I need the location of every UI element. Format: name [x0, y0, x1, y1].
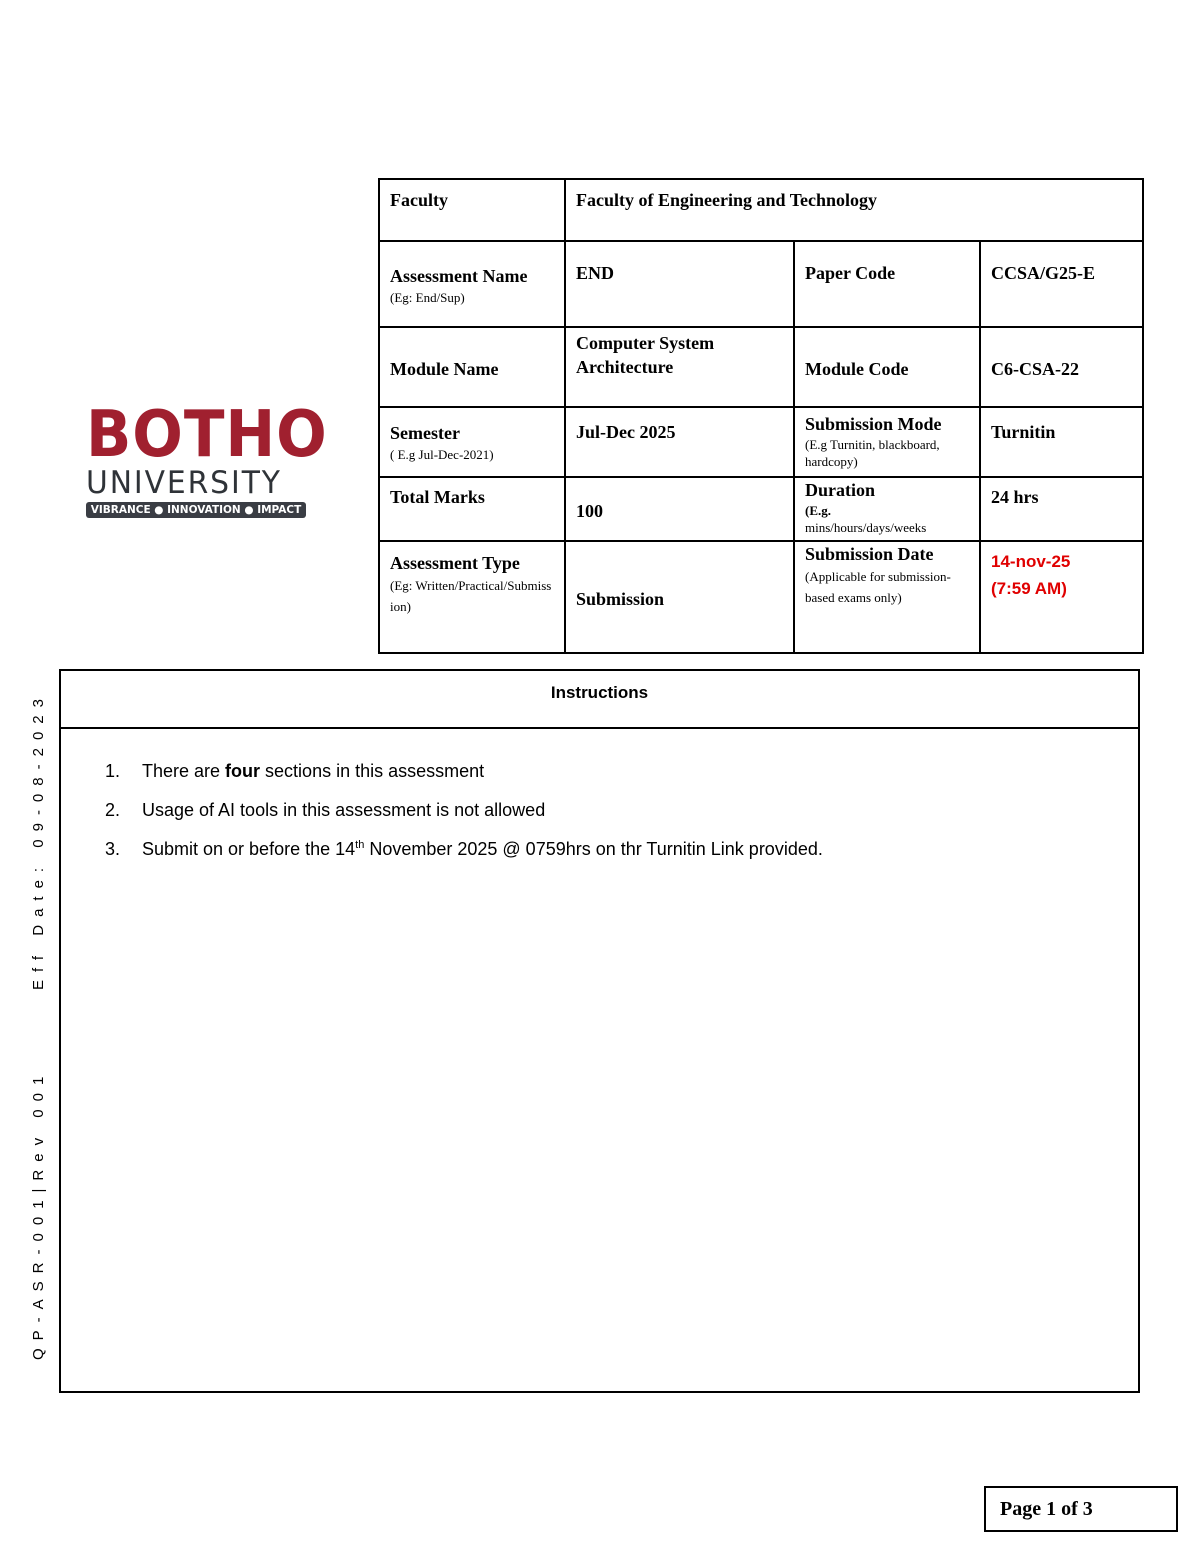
faculty-label: Faculty [390, 190, 448, 210]
instruction-item [105, 759, 823, 798]
assessment-info-table [378, 178, 1144, 654]
instruction-superscript: th [355, 839, 365, 851]
duration-hint-1: (E.g. [805, 503, 831, 518]
faculty-value-cell [565, 179, 1143, 241]
instruction-text: Usage of AI tools in this assessment is not allowed [142, 800, 546, 820]
instruction-text: sections in this assessment [260, 761, 485, 781]
total-marks-label: Total Marks [390, 487, 485, 507]
paper-code-value: CCSA/G25-E [991, 263, 1096, 283]
module-code-label: Module Code [805, 359, 909, 379]
logo-name: BOTHO [86, 398, 328, 472]
duration-label-cell [794, 477, 980, 541]
instructions-box [59, 669, 1140, 1393]
module-code-label-cell [794, 327, 980, 407]
module-code-value: C6-CSA-22 [991, 359, 1079, 379]
paper-code-value-cell [980, 241, 1143, 327]
document-ref-vertical: QP-ASR-001|Rev 001 [30, 1068, 47, 1360]
assessment-name-value: END [576, 263, 615, 283]
submission-date-label: Submission Date [805, 544, 934, 564]
submission-date-value: 14-nov-25 [991, 552, 1071, 571]
submission-mode-label-cell [794, 407, 980, 477]
submission-date-hint: (Applicable for submission-based exams only) [805, 569, 951, 605]
submission-date-value-cell [980, 541, 1143, 653]
instruction-number: 1. [105, 761, 121, 781]
assessment-type-hint: (Eg: Written/Practical/Submission) [390, 578, 552, 614]
instruction-item [105, 837, 823, 876]
faculty-value: Faculty of Engineering and Technology [576, 190, 878, 210]
logo-subtitle: UNIVERSITY [86, 465, 282, 501]
instruction-number: 2. [105, 800, 121, 820]
university-logo [86, 398, 328, 523]
assessment-type-value: Submission [576, 589, 665, 609]
total-marks-value-cell [565, 477, 794, 541]
instructions-list [105, 759, 823, 876]
instruction-text: November 2025 @ 0759hrs on thr Turnitin Link provided. [364, 839, 823, 859]
submission-mode-value: Turnitin [991, 422, 1056, 442]
instructions-title: Instructions [61, 671, 1138, 729]
logo-tagline: VIBRANCE ● INNOVATION ● IMPACT [86, 502, 306, 518]
instruction-number: 3. [105, 839, 121, 859]
module-code-value-cell [980, 327, 1143, 407]
module-name-label: Module Name [390, 359, 499, 379]
submission-mode-hint: (E.g Turnitin, blackboard, hardcopy) [805, 437, 940, 469]
semester-value-cell [565, 407, 794, 477]
assessment-type-label-cell [379, 541, 565, 653]
total-marks-label-cell [379, 477, 565, 541]
semester-label: Semester [390, 423, 460, 443]
paper-code-label-cell [794, 241, 980, 327]
total-marks-value: 100 [576, 501, 603, 521]
module-name-value-cell [565, 327, 794, 407]
assessment-name-value-cell [565, 241, 794, 327]
submission-date-label-cell [794, 541, 980, 653]
duration-value-cell [980, 477, 1143, 541]
submission-mode-value-cell [980, 407, 1143, 477]
page-number-box: Page 1 of 3 [984, 1486, 1178, 1532]
instruction-text: Submit on or before the 14 [142, 839, 356, 859]
module-name-value: Computer System Architecture [576, 333, 715, 377]
semester-hint: ( E.g Jul-Dec-2021) [390, 447, 494, 462]
assessment-name-hint: (Eg: End/Sup) [390, 290, 465, 305]
duration-label: Duration [805, 480, 876, 500]
duration-value: 24 hrs [991, 487, 1039, 507]
effective-date-vertical: Eff Date: 09-08-2023 [30, 691, 47, 990]
semester-value: Jul-Dec 2025 [576, 422, 676, 442]
semester-label-cell [379, 407, 565, 477]
assessment-name-label: Assessment Name [390, 266, 528, 286]
paper-code-label: Paper Code [805, 263, 896, 283]
module-name-label-cell [379, 327, 565, 407]
faculty-label-cell [379, 179, 565, 241]
instruction-text: There are [142, 761, 226, 781]
submission-time-value: (7:59 AM) [991, 579, 1067, 598]
submission-mode-label: Submission Mode [805, 414, 942, 434]
instruction-emphasis: four [225, 761, 261, 781]
instruction-item [105, 798, 823, 837]
duration-hint-2: mins/hours/days/weeks [805, 520, 927, 535]
assessment-type-value-cell [565, 541, 794, 653]
assessment-name-label-cell [379, 241, 565, 327]
assessment-type-label: Assessment Type [390, 553, 520, 573]
